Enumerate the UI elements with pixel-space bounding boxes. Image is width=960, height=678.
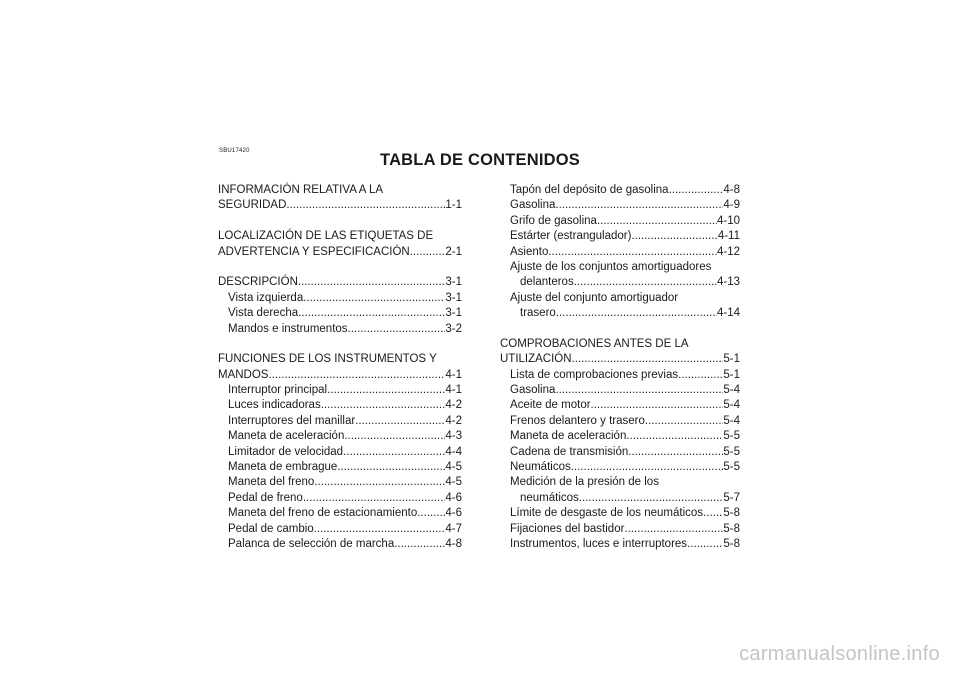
- toc-spacer: [218, 214, 462, 229]
- toc-entry-page: 4-10: [716, 214, 740, 227]
- toc-entry-title: Instrumentos, luces e interruptores: [510, 537, 688, 550]
- toc-entry[interactable]: [218, 291, 462, 306]
- toc-entry-title: DESCRIPCIÓN: [218, 276, 298, 289]
- toc-dot-leader: [703, 506, 723, 521]
- toc-spacer: [218, 260, 462, 275]
- toc-dot-leader: [624, 522, 723, 537]
- toc-entry[interactable]: [218, 352, 462, 367]
- toc-dot-leader: [321, 398, 446, 413]
- toc-entry-page: 4-8: [723, 184, 740, 196]
- toc-entry-title: Pedal de freno: [228, 491, 303, 504]
- toc-entry[interactable]: [500, 491, 740, 506]
- toc-entry-page: 3-1: [445, 276, 462, 289]
- toc-entry-title: Vista izquierda: [228, 291, 304, 304]
- toc-entry-title: Gasolina: [510, 199, 556, 212]
- toc-entry-title: Pedal de cambio: [228, 522, 314, 535]
- toc-entry-title: Estárter (estrangulador): [510, 230, 632, 243]
- toc-entry-page: 5-5: [723, 430, 740, 443]
- toc-entry-page: 5-4: [723, 384, 740, 397]
- toc-entry[interactable]: [218, 460, 462, 475]
- toc-dot-leader: [268, 368, 445, 383]
- toc-entry-title: Gasolina: [510, 384, 556, 397]
- toc-entry-page: 4-4: [445, 445, 462, 458]
- toc-entry-title: Límite de desgaste de los neumáticos: [510, 507, 704, 520]
- toc-dot-leader: [394, 537, 445, 552]
- toc-dot-leader: [337, 460, 445, 475]
- toc-entry[interactable]: [218, 429, 462, 444]
- toc-entry-page: 5-5: [723, 445, 740, 458]
- toc-entry-title: COMPROBACIONES ANTES DE LA: [500, 337, 689, 350]
- toc-entry-title: Fijaciones del bastidor: [510, 522, 625, 535]
- toc-dot-leader: [410, 245, 446, 260]
- toc-dot-leader: [631, 229, 717, 244]
- toc-right-column: [500, 183, 740, 552]
- toc-entry-title: delanteros: [520, 276, 574, 289]
- toc-entry[interactable]: [218, 245, 462, 260]
- toc-entry[interactable]: [500, 291, 740, 306]
- toc-entry[interactable]: [500, 229, 740, 244]
- toc-dot-leader: [628, 445, 723, 460]
- toc-entry[interactable]: [218, 522, 462, 537]
- toc-entry[interactable]: [500, 198, 740, 213]
- toc-dot-leader: [645, 414, 724, 429]
- toc-entry-page: 4-8: [445, 537, 462, 550]
- toc-entry[interactable]: [218, 306, 462, 321]
- toc-entry-page: 4-9: [723, 199, 740, 212]
- toc-dot-leader: [556, 306, 717, 321]
- toc-entry[interactable]: [218, 475, 462, 490]
- toc-entry-page: 5-4: [723, 399, 740, 412]
- toc-entry-page: 3-1: [445, 307, 462, 320]
- toc-dot-leader: [572, 352, 724, 367]
- toc-entry[interactable]: [500, 537, 740, 552]
- toc-entry-title: trasero: [520, 307, 556, 320]
- toc-entry-title: Neumáticos: [510, 461, 571, 474]
- toc-entry-page: 5-5: [723, 461, 740, 474]
- toc-spacer: [218, 337, 462, 352]
- toc-dot-leader: [579, 491, 724, 506]
- toc-dot-leader: [286, 198, 445, 213]
- toc-dot-leader: [571, 460, 724, 475]
- toc-dot-leader: [344, 429, 445, 444]
- toc-entry-page: 4-7: [445, 522, 462, 535]
- toc-dot-leader: [355, 414, 445, 429]
- toc-entry[interactable]: [500, 414, 740, 429]
- toc-dot-leader: [348, 322, 446, 337]
- toc-dot-leader: [669, 183, 724, 198]
- toc-dot-leader: [678, 368, 723, 383]
- toc-dot-leader: [591, 398, 724, 413]
- toc-entry[interactable]: [500, 429, 740, 444]
- toc-entry-page: 4-3: [445, 430, 462, 443]
- toc-entry-title: Interruptor principal: [228, 384, 328, 397]
- watermark: carmanualsonline.info: [739, 643, 940, 665]
- toc-entry-page: 4-6: [445, 507, 462, 520]
- toc-entry[interactable]: [500, 445, 740, 460]
- toc-entry-page: 5-7: [723, 491, 740, 504]
- toc-dot-leader: [555, 198, 723, 213]
- toc-entry-title: Maneta de embrague: [228, 461, 338, 474]
- toc-entry[interactable]: [500, 275, 740, 290]
- toc-entry-title: Maneta de aceleración: [510, 430, 627, 443]
- toc-dot-leader: [303, 491, 446, 506]
- toc-entry-page: 3-2: [445, 322, 462, 335]
- toc-entry-title: Maneta del freno: [228, 476, 315, 489]
- toc-entry-page: 4-1: [445, 384, 462, 397]
- toc-entry[interactable]: [218, 414, 462, 429]
- toc-entry[interactable]: [500, 460, 740, 475]
- toc-dot-leader: [314, 522, 446, 537]
- toc-entry[interactable]: [500, 475, 740, 490]
- toc-entry-title: Cadena de transmisión: [510, 445, 629, 458]
- toc-entry-title: Palanca de selección de marcha: [228, 537, 395, 550]
- toc-entry[interactable]: [500, 214, 740, 229]
- toc-entry-title: SEGURIDAD: [218, 199, 287, 212]
- toc-dot-leader: [303, 291, 445, 306]
- toc-entry-title: MANDOS: [218, 368, 269, 381]
- toc-entry-page: 4-11: [717, 230, 740, 243]
- toc-entry-title: Maneta del freno de estacionamiento: [228, 507, 418, 520]
- toc-entry-title: neumáticos: [520, 491, 579, 504]
- toc-entry-page: 5-8: [723, 522, 740, 535]
- toc-entry[interactable]: [218, 275, 462, 290]
- toc-entry[interactable]: [500, 383, 740, 398]
- toc-entry-title: Grifo de gasolina: [510, 214, 597, 227]
- toc-entry-title: Luces indicadoras: [228, 399, 321, 412]
- toc-entry-page: 2-1: [445, 245, 462, 258]
- toc-dot-leader: [298, 275, 446, 290]
- toc-entry-page: 4-5: [445, 461, 462, 474]
- toc-entry-page: 4-2: [445, 414, 462, 427]
- toc-entry[interactable]: [218, 368, 462, 383]
- toc-entry-title: UTILIZACIÓN: [500, 353, 572, 366]
- toc-entry-title: INFORMACIÓN RELATIVA A LA: [218, 184, 384, 196]
- toc-entry[interactable]: [500, 352, 740, 367]
- toc-entry-title: Frenos delantero y trasero: [510, 414, 645, 427]
- toc-entry[interactable]: [218, 322, 462, 337]
- toc-entry[interactable]: [500, 183, 740, 198]
- toc-entry[interactable]: [218, 198, 462, 213]
- toc-dot-leader: [314, 475, 445, 490]
- toc-entry[interactable]: [500, 368, 740, 383]
- toc-dot-leader: [417, 506, 445, 521]
- toc-entry-title: Ajuste del conjunto amortiguador: [510, 291, 679, 304]
- toc-dot-leader: [574, 275, 717, 290]
- toc-entry-page: 4-1: [445, 368, 462, 381]
- toc-entry-page: 4-13: [716, 276, 740, 289]
- toc-entry-page: 3-1: [445, 291, 462, 304]
- toc-entry[interactable]: [218, 229, 462, 244]
- toc-entry-title: Asiento: [510, 245, 549, 258]
- toc-dot-leader: [298, 306, 445, 321]
- toc-entry-title: FUNCIONES DE LOS INSTRUMENTOS Y: [218, 353, 437, 366]
- toc-spacer: [500, 322, 740, 337]
- toc-entry-page: 5-8: [723, 507, 740, 520]
- toc-entry[interactable]: [218, 398, 462, 413]
- toc-entry-page: 5-1: [723, 368, 740, 381]
- toc-entry[interactable]: [218, 537, 462, 552]
- toc-entry-title: LOCALIZACIÓN DE LAS ETIQUETAS DE: [218, 230, 434, 243]
- toc-entry-title: Aceite de motor: [510, 399, 591, 412]
- toc-entry[interactable]: [218, 383, 462, 398]
- toc-dot-leader: [343, 445, 445, 460]
- toc-entry[interactable]: [500, 260, 740, 275]
- toc-entry-page: 4-14: [716, 307, 740, 320]
- toc-entry-page: 5-1: [723, 353, 740, 366]
- toc-entry-title: ADVERTENCIA Y ESPECIFICACIÓN: [218, 245, 410, 258]
- toc-entry-title: Maneta de aceleración: [228, 430, 345, 443]
- toc-entry-page: 4-12: [716, 245, 740, 258]
- toc-entry-title: Ajuste de los conjuntos amortiguadores: [510, 260, 712, 273]
- toc-entry[interactable]: [500, 337, 740, 352]
- toc-entry-page: 4-2: [445, 399, 462, 412]
- toc-entry-page: 5-8: [723, 537, 740, 550]
- toc-entry-title: Tapón del depósito de gasolina: [510, 184, 669, 196]
- toc-dot-leader: [597, 214, 717, 229]
- toc-dot-leader: [626, 429, 723, 444]
- page-title: TABLA DE CONTENIDOS: [380, 151, 580, 169]
- document-code: SBU17420: [219, 148, 250, 154]
- toc-entry[interactable]: [218, 491, 462, 506]
- toc-left-column: [218, 183, 462, 552]
- toc-dot-leader: [555, 383, 723, 398]
- toc-entry[interactable]: [218, 445, 462, 460]
- toc-entry-page: 4-6: [445, 491, 462, 504]
- toc-entry[interactable]: [500, 306, 740, 321]
- toc-entry-title: Medición de la presión de los: [510, 476, 659, 489]
- toc-entry-title: Interruptores del manillar: [228, 414, 356, 427]
- toc-entry[interactable]: [500, 398, 740, 413]
- toc-dot-leader: [687, 537, 723, 552]
- toc-entry-page: 4-5: [445, 476, 462, 489]
- toc-entry[interactable]: [218, 183, 462, 198]
- toc-entry[interactable]: [500, 245, 740, 260]
- toc-entry-title: Limitador de velocidad: [228, 445, 344, 458]
- toc-entry-page: 1-1: [445, 199, 462, 212]
- toc-entry-title: Lista de comprobaciones previas: [510, 368, 679, 381]
- toc-entry-title: Vista derecha: [228, 307, 299, 320]
- toc-entry-title: Mandos e instrumentos: [228, 322, 348, 335]
- toc-entry[interactable]: [218, 506, 462, 521]
- toc-entry[interactable]: [500, 506, 740, 521]
- toc-entry-page: 5-4: [723, 414, 740, 427]
- toc-dot-leader: [548, 245, 717, 260]
- toc-entry[interactable]: [500, 522, 740, 537]
- toc-dot-leader: [327, 383, 445, 398]
